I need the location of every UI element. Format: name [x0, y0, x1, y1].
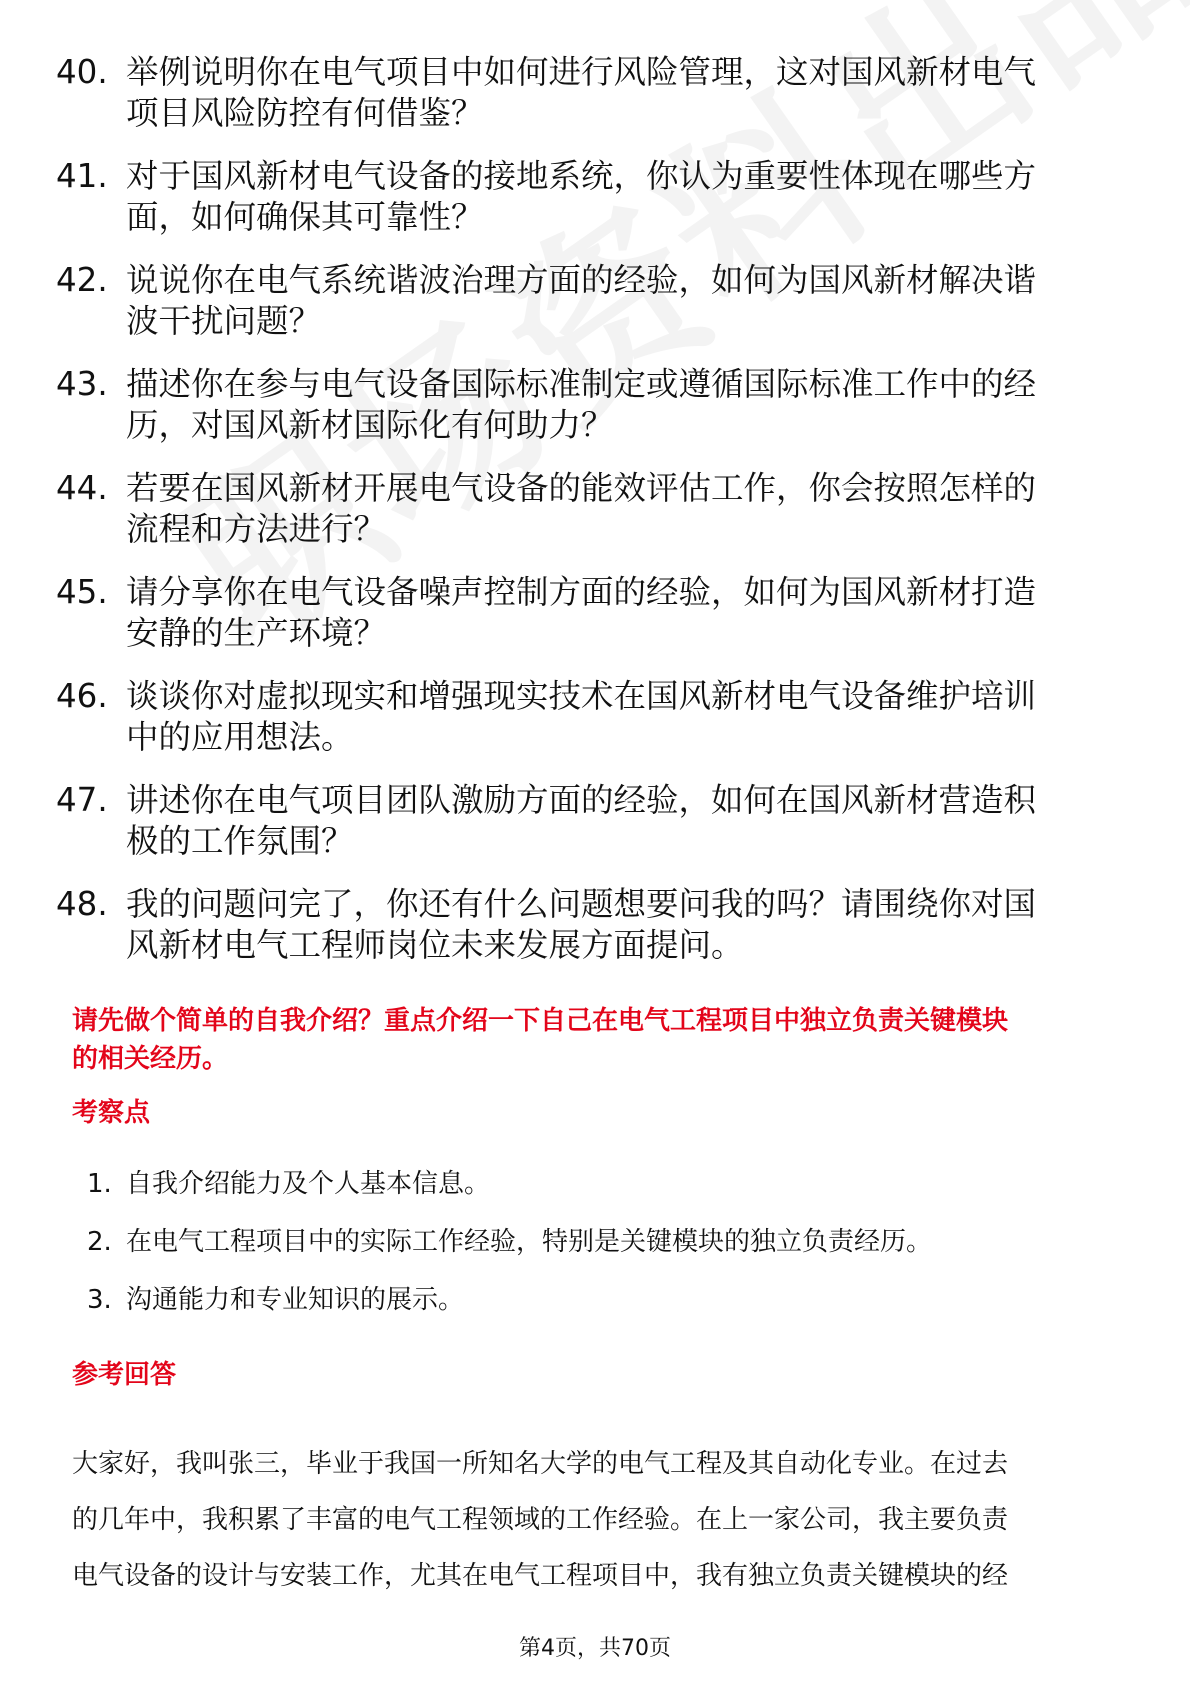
- question-text-line: 面，如何确保其可靠性？: [126, 198, 484, 236]
- question-text-line: 中的应用想法。: [126, 718, 354, 756]
- answer-paragraph: [72, 1436, 1122, 1604]
- point-number: 1.: [87, 1169, 112, 1199]
- question-number: 43.: [56, 365, 108, 403]
- question-text-line: 说说你在电气系统谐波治理方面的经验，如何为国风新材解决谐: [126, 261, 1037, 299]
- question-text-line: 我的问题问完了，你还有什么问题想要问我的吗？请围绕你对国: [126, 885, 1037, 923]
- point-item: [0, 1166, 1190, 1202]
- question-item: [0, 156, 1116, 238]
- interview-prompt: [72, 1002, 1132, 1078]
- point-item: [0, 1224, 1190, 1260]
- question-item: [0, 780, 1116, 862]
- question-number: 46.: [56, 677, 108, 715]
- point-number: 3.: [87, 1285, 112, 1315]
- prompt-line: 的相关经历。: [72, 1044, 229, 1074]
- question-number: 45.: [56, 573, 108, 611]
- question-number: 41.: [56, 157, 108, 195]
- section-title-answer: 参考回答: [72, 1360, 177, 1390]
- answer-line: 的几年中，我积累了丰富的电气工程领域的工作经验。在上一家公司，我主要负责: [72, 1505, 1009, 1535]
- prompt-line: 请先做个简单的自我介绍？重点介绍一下自己在电气工程项目中独立负责关键模块: [72, 1006, 1009, 1036]
- answer-line: 电气设备的设计与安装工作，尤其在电气工程项目中，我有独立负责关键模块的经: [72, 1561, 1009, 1591]
- question-text-line: 讲述你在电气项目团队激励方面的经验，如何在国风新材营造积: [126, 781, 1037, 819]
- question-text-line: 若要在国风新材开展电气设备的能效评估工作，你会按照怎样的: [126, 469, 1037, 507]
- point-item: [0, 1282, 1190, 1318]
- question-item: [0, 468, 1116, 550]
- point-text: 自我介绍能力及个人基本信息。: [126, 1169, 491, 1199]
- question-text-line: 请分享你在电气设备噪声控制方面的经验，如何为国风新材打造: [126, 573, 1037, 611]
- question-text-line: 项目风险防控有何借鉴？: [126, 94, 484, 132]
- question-text-line: 流程和方法进行？: [126, 510, 387, 548]
- question-item: [0, 884, 1116, 966]
- question-text-line: 波干扰问题？: [126, 302, 322, 340]
- question-item: [0, 676, 1116, 758]
- question-number: 40.: [56, 53, 108, 91]
- question-item: [0, 364, 1116, 446]
- points-list: [0, 1166, 1190, 1340]
- section-title-points: 考察点: [72, 1098, 151, 1128]
- question-item: [0, 260, 1116, 342]
- question-text-line: 极的工作氛围？: [126, 822, 354, 860]
- question-text-line: 举例说明你在电气项目中如何进行风险管理，这对国风新材电气: [126, 53, 1037, 91]
- question-item: [0, 52, 1116, 134]
- question-text-line: 风新材电气工程师岗位未来发展方面提问。: [126, 926, 744, 964]
- page-footer: 第4页，共70页: [519, 1636, 671, 1661]
- question-text-line: 谈谈你对虚拟现实和增强现实技术在国风新材电气设备维护培训: [126, 677, 1037, 715]
- point-text: 在电气工程项目中的实际工作经验，特别是关键模块的独立负责经历。: [126, 1227, 933, 1257]
- question-number: 48.: [56, 885, 108, 923]
- question-number: 42.: [56, 261, 108, 299]
- question-text-line: 描述你在参与电气设备国际标准制定或遵循国际标准工作中的经: [126, 365, 1037, 403]
- question-number: 47.: [56, 781, 108, 819]
- question-text-line: 历，对国风新材国际化有何助力？: [126, 406, 614, 444]
- question-text-line: 对于国风新材电气设备的接地系统，你认为重要性体现在哪些方: [126, 157, 1037, 195]
- point-number: 2.: [87, 1227, 112, 1257]
- question-item: [0, 572, 1116, 654]
- question-text-line: 安静的生产环境？: [126, 614, 387, 652]
- question-number: 44.: [56, 469, 108, 507]
- point-text: 沟通能力和专业知识的展示。: [126, 1285, 465, 1315]
- answer-line: 大家好，我叫张三，毕业于我国一所知名大学的电气工程及其自动化专业。在过去: [72, 1449, 1009, 1479]
- question-list: [0, 52, 1190, 988]
